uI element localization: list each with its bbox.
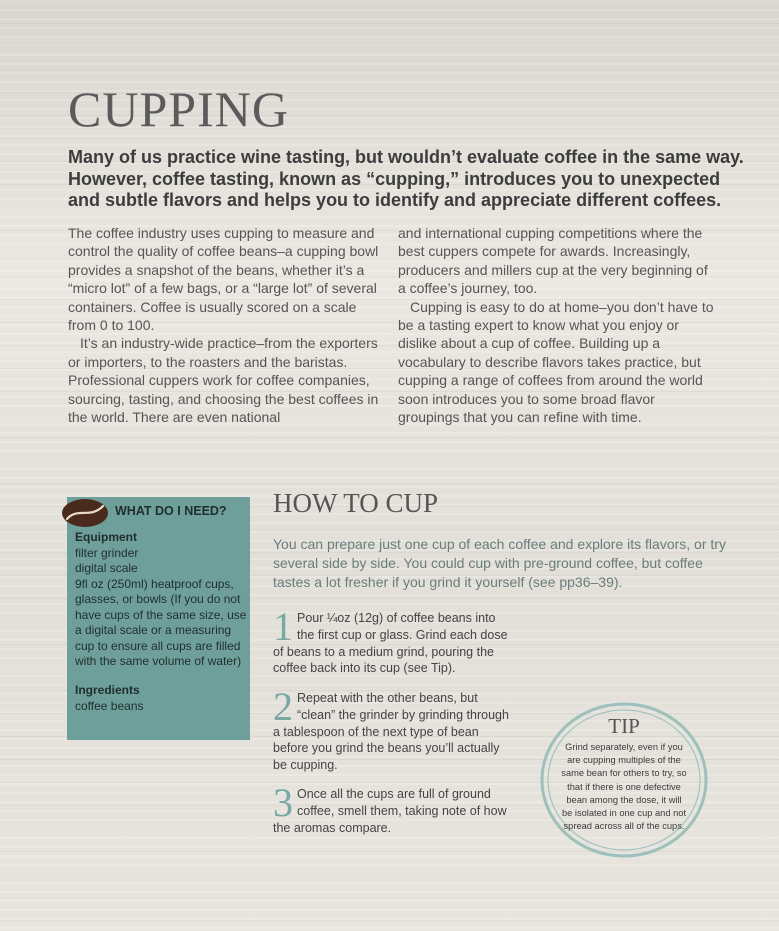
body-column-left [68, 224, 386, 426]
equipment-item: 9fl oz (250ml) heatproof cups, glasses, or bowls (If you do not have cups of the same size, use a digital scale or a measuring cup to ensure all cups are filled with the same volume of water) [75, 576, 247, 668]
tip-title: TIP [608, 714, 640, 738]
step-item [273, 780, 513, 836]
tip-text: Grind separately, even if you are cupping multiples of the same bean for others to try, so that if there is one defective bean among the dose, it will be isolated in one cup and not spread across all of the cups. [561, 742, 687, 832]
equipment-section [75, 530, 247, 670]
step-text: Repeat with the other beans, but “clean” the grinder by grinding through a tablespoon of the next type of bean before you grind the beans you’ll actually be cupping. [273, 691, 509, 773]
equipment-item: digital scale [75, 561, 138, 575]
step-text: Once all the cups are full of ground coffee, smell them, taking note of how the aromas compare. [273, 787, 507, 835]
body-paragraph: and international cupping competitions where the best cuppers compete for awards. Increasingly, producers and millers cup at the very beginning of a coffee’s journey, too. [398, 225, 708, 297]
how-to-cup-intro: You can prepare just one cup of each coffee and explore its flavors, or try several side by side. You could cup with pre-ground coffee, but coffee tastes a lot fresher if you grind it yourself (see pp36–39). [273, 536, 726, 590]
body-paragraph: Cupping is easy to do at home–you don’t have to be a tasting expert to know what you enjoy or dislike about a cup of coffee. Building up a vocabulary to describe flavors takes practice, but cupping a range of coffees from around the world soon introduces you to some broad flavor groupings that you can refine with time. [398, 298, 714, 426]
equipment-item: filter grinder [75, 545, 139, 560]
ingredients-section [75, 683, 247, 714]
how-to-cup-title: HOW TO CUP [273, 488, 439, 518]
ingredient-item: coffee beans [75, 698, 144, 713]
step-number: 1 [273, 604, 293, 649]
tip-box [538, 700, 710, 860]
intro-paragraph: Many of us practice wine tasting, but wouldn’t evaluate coffee in the same way. However, coffee tasting, known as “cupping,” introduces you to unexpected and subtle flavors and helps you to identify and appreciate different coffees. [68, 147, 744, 210]
coffee-bean-icon [61, 497, 109, 529]
step-text: Pour ¼oz (12g) of coffee beans into the first cup or glass. Grind each dose of beans to a medium grind, pouring the coffee back into its cup (see Tip). [273, 611, 508, 676]
step-item [273, 604, 513, 677]
sidebar-heading: WHAT DO I NEED? [115, 504, 227, 518]
what-do-i-need-box [67, 497, 250, 740]
step-number: 2 [273, 684, 293, 729]
page-title: CUPPING [68, 81, 289, 137]
equipment-heading: Equipment [75, 530, 137, 544]
step-item [273, 684, 513, 774]
body-paragraph: It’s an industry-wide practice–from the exporters or importers, to the roasters and the baristas. Professional cuppers work for coffee companies, sourcing, tasting, and choosing the best coffees in the world. There are even national [68, 335, 379, 426]
step-number: 3 [273, 780, 293, 825]
body-column-right [398, 224, 716, 426]
ingredients-heading: Ingredients [75, 683, 140, 697]
body-paragraph: The coffee industry uses cupping to measure and control the quality of coffee beans–a cupping bowl provides a snapshot of the beans, whether it’s a “micro lot” of a few bags, or a “large lot” of several containers. Coffee is usually scored on a scale from 0 to 100. [68, 225, 379, 334]
